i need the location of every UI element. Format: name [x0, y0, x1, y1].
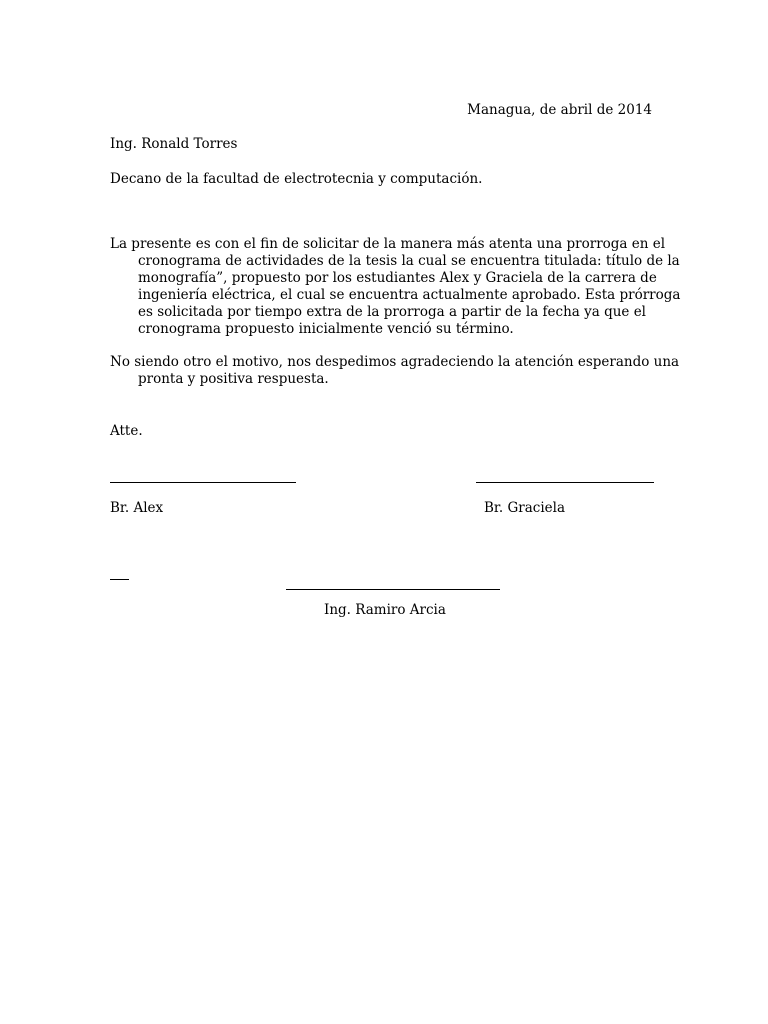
letter-date: Managua, de abril de 2014: [467, 102, 652, 118]
signatory-right: Br. Graciela: [484, 500, 565, 516]
paragraph-line: es solicitada por tiempo extra de la prorroga a partir de la fecha ya que el: [138, 304, 647, 320]
paragraph-line: cronograma propuesto inicialmente venció su término.: [138, 321, 514, 337]
paragraph-line: ingeniería eléctrica, el cual se encuentra actualmente aprobado. Esta prórroga: [138, 287, 681, 303]
stray-underline: [110, 579, 129, 580]
paragraph-line: monografía”, propuesto por los estudiantes Alex y Graciela de la carrera de: [138, 270, 657, 286]
closing: Atte.: [110, 423, 143, 439]
farewell-paragraph: [110, 354, 680, 388]
request-paragraph: [110, 236, 681, 338]
paragraph-line: cronograma de actividades de la tesis la cual se encuentra titulada: título de la: [138, 253, 680, 269]
signatory-bottom: Ing. Ramiro Arcia: [324, 602, 446, 618]
recipient-name: Ing. Ronald Torres: [110, 136, 238, 152]
signature-line-bottom: [286, 589, 500, 590]
signature-line-right: [476, 482, 654, 483]
signature-line-left: [110, 482, 296, 483]
paragraph-line: No siendo otro el motivo, nos despedimos agradeciendo la atención esperando una: [110, 354, 680, 370]
paragraph-line: La presente es con el fin de solicitar de la manera más atenta una prorroga en el: [110, 236, 666, 252]
paragraph-line: pronta y positiva respuesta.: [138, 371, 329, 387]
recipient-title: Decano de la facultad de electrotecnia y computación.: [110, 171, 483, 187]
signatory-left: Br. Alex: [110, 500, 164, 516]
